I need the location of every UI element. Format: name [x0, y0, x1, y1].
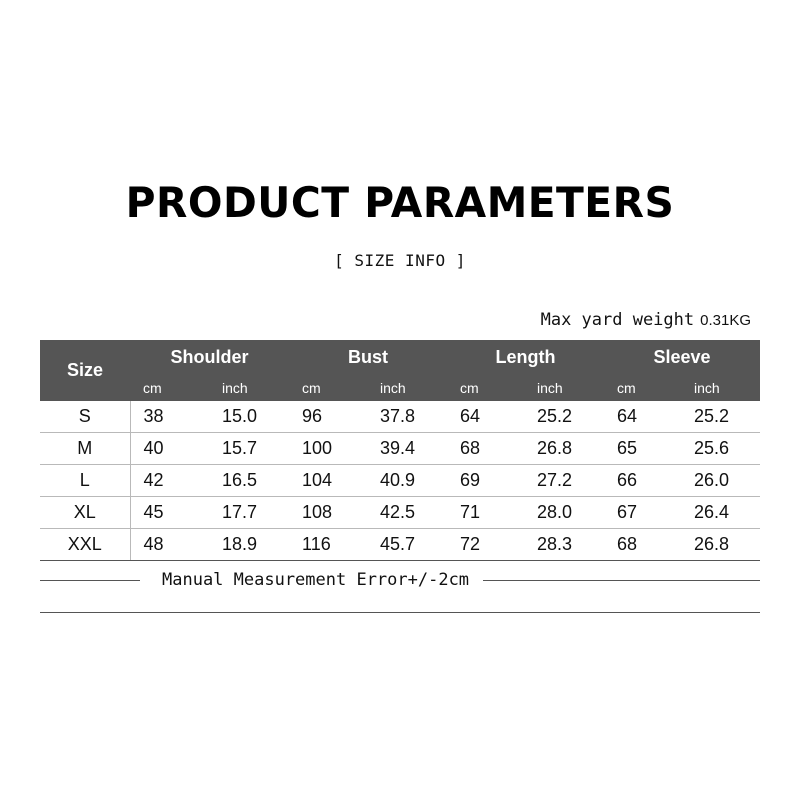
- table-row: [40, 529, 760, 561]
- unit-header-sleeve-inch: inch: [682, 374, 760, 401]
- note-divider-left: [40, 580, 140, 581]
- cell-sleeve-inch: 26.0: [682, 465, 760, 497]
- cell-size: S: [40, 401, 130, 433]
- unit-header-bust-inch: inch: [368, 374, 447, 401]
- cell-length-cm: 69: [447, 465, 525, 497]
- cell-bust-inch: 40.9: [368, 465, 447, 497]
- bottom-divider: [40, 612, 760, 613]
- col-header-size: Size: [40, 340, 130, 401]
- cell-bust-inch: 45.7: [368, 529, 447, 561]
- cell-sleeve-inch: 25.2: [682, 401, 760, 433]
- unit-header-length-inch: inch: [525, 374, 604, 401]
- table-head: [40, 340, 760, 401]
- cell-shoulder-cm: 42: [130, 465, 210, 497]
- unit-header-bust-cm: cm: [289, 374, 368, 401]
- measurement-note: [40, 570, 760, 590]
- cell-bust-inch: 39.4: [368, 433, 447, 465]
- cell-bust-inch: 42.5: [368, 497, 447, 529]
- cell-shoulder-inch: 18.9: [210, 529, 289, 561]
- cell-sleeve-inch: 26.4: [682, 497, 760, 529]
- col-header-sleeve: Sleeve: [604, 340, 760, 374]
- cell-bust-cm: 104: [289, 465, 368, 497]
- cell-length-inch: 28.3: [525, 529, 604, 561]
- cell-bust-cm: 100: [289, 433, 368, 465]
- cell-shoulder-cm: 38: [130, 401, 210, 433]
- cell-size: L: [40, 465, 130, 497]
- table-group-header-row: [40, 340, 760, 374]
- col-header-shoulder: Shoulder: [130, 340, 289, 374]
- cell-sleeve-cm: 68: [604, 529, 682, 561]
- size-table: [40, 340, 760, 561]
- cell-shoulder-cm: 48: [130, 529, 210, 561]
- page-subtitle: [ SIZE INFO ]: [334, 251, 466, 270]
- cell-bust-cm: 108: [289, 497, 368, 529]
- unit-header-shoulder-cm: cm: [130, 374, 210, 401]
- col-header-length: Length: [447, 340, 604, 374]
- note-text: Manual Measurement Error+/-2cm: [162, 570, 470, 590]
- cell-shoulder-inch: 15.0: [210, 401, 289, 433]
- cell-shoulder-inch: 16.5: [210, 465, 289, 497]
- cell-bust-cm: 116: [289, 529, 368, 561]
- table-unit-header-row: [40, 374, 760, 401]
- cell-sleeve-cm: 66: [604, 465, 682, 497]
- cell-length-inch: 27.2: [525, 465, 604, 497]
- cell-sleeve-inch: 26.8: [682, 529, 760, 561]
- cell-shoulder-cm: 40: [130, 433, 210, 465]
- cell-bust-cm: 96: [289, 401, 368, 433]
- table-body: [40, 401, 760, 561]
- unit-header-sleeve-cm: cm: [604, 374, 682, 401]
- table-row: [40, 465, 760, 497]
- max-yard-weight-value: 0.31KG: [700, 312, 751, 329]
- table-row: [40, 497, 760, 529]
- cell-length-cm: 71: [447, 497, 525, 529]
- cell-shoulder-inch: 17.7: [210, 497, 289, 529]
- cell-size: M: [40, 433, 130, 465]
- cell-shoulder-inch: 15.7: [210, 433, 289, 465]
- cell-size: XXL: [40, 529, 130, 561]
- page-title: PRODUCT PARAMETERS: [125, 178, 675, 227]
- table-row: [40, 433, 760, 465]
- cell-sleeve-inch: 25.6: [682, 433, 760, 465]
- table-row: [40, 401, 760, 433]
- cell-sleeve-cm: 65: [604, 433, 682, 465]
- cell-sleeve-cm: 67: [604, 497, 682, 529]
- cell-size: XL: [40, 497, 130, 529]
- unit-header-shoulder-inch: inch: [210, 374, 289, 401]
- max-yard-weight: [541, 310, 751, 330]
- cell-length-inch: 26.8: [525, 433, 604, 465]
- unit-header-length-cm: cm: [447, 374, 525, 401]
- cell-length-cm: 64: [447, 401, 525, 433]
- cell-length-cm: 72: [447, 529, 525, 561]
- note-divider-right: [483, 580, 760, 581]
- col-header-bust: Bust: [289, 340, 447, 374]
- max-yard-weight-label: Max yard weight: [540, 310, 695, 330]
- cell-sleeve-cm: 64: [604, 401, 682, 433]
- cell-length-inch: 28.0: [525, 497, 604, 529]
- cell-length-cm: 68: [447, 433, 525, 465]
- cell-bust-inch: 37.8: [368, 401, 447, 433]
- cell-length-inch: 25.2: [525, 401, 604, 433]
- cell-shoulder-cm: 45: [130, 497, 210, 529]
